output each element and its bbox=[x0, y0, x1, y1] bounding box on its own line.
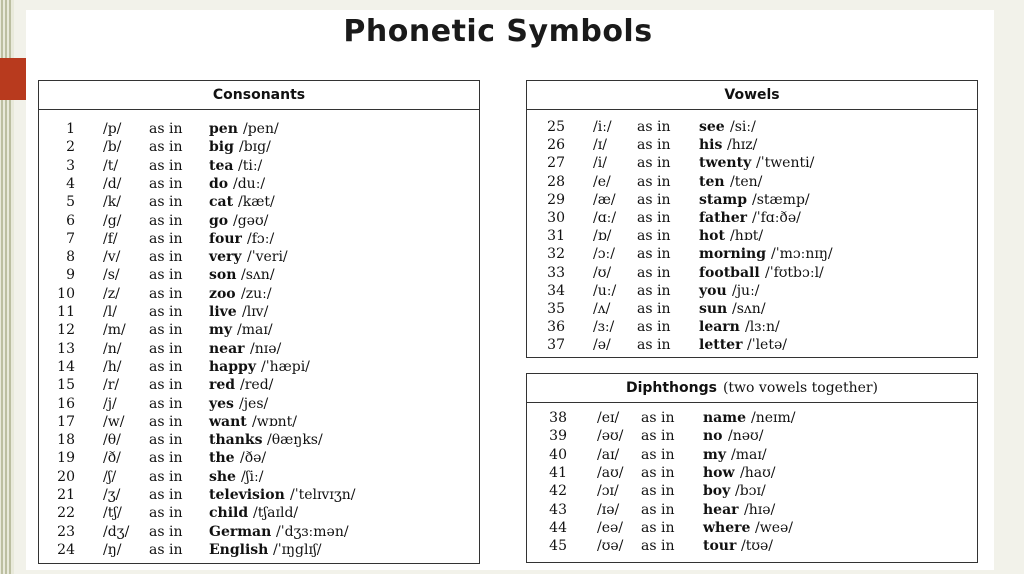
example-transcription: /weə/ bbox=[755, 519, 793, 536]
example-transcription: /juː/ bbox=[732, 282, 760, 299]
example-transcription: /tʊə/ bbox=[741, 538, 774, 555]
row-number: 5 bbox=[66, 194, 75, 211]
phoneme-row bbox=[39, 266, 479, 284]
example-transcription: /bɔɪ/ bbox=[735, 483, 766, 500]
phoneme-row bbox=[527, 282, 977, 300]
row-number: 40 bbox=[549, 446, 567, 463]
as-in-text: as in bbox=[637, 337, 671, 354]
phoneme-symbol: /ʊ/ bbox=[593, 264, 612, 281]
row-number: 16 bbox=[57, 395, 75, 412]
phoneme-row bbox=[39, 358, 479, 376]
as-in-text: as in bbox=[637, 155, 671, 172]
phoneme-row bbox=[39, 157, 479, 175]
phoneme-row bbox=[527, 482, 977, 500]
phoneme-symbol: /h/ bbox=[103, 358, 122, 375]
example-transcription: /gəʊ/ bbox=[233, 212, 269, 229]
example-transcription: /duː/ bbox=[233, 175, 266, 192]
phoneme-symbol: /əʊ/ bbox=[597, 428, 624, 445]
diphthongs-panel bbox=[526, 373, 978, 563]
phoneme-row bbox=[527, 537, 977, 555]
row-number: 11 bbox=[57, 304, 75, 320]
row-number: 27 bbox=[547, 155, 565, 172]
phoneme-symbol: /n/ bbox=[103, 340, 122, 357]
example-transcription: /ˈɪŋglɪʃ/ bbox=[273, 541, 322, 558]
phoneme-symbol: /t/ bbox=[103, 157, 119, 174]
phoneme-symbol: /r/ bbox=[103, 377, 120, 394]
phoneme-row bbox=[527, 191, 977, 209]
phoneme-row bbox=[39, 431, 479, 449]
phoneme-row bbox=[527, 336, 977, 354]
example-transcription: /ðə/ bbox=[240, 450, 267, 467]
example-word: go bbox=[209, 212, 229, 229]
example-word: television bbox=[209, 487, 285, 503]
phoneme-row bbox=[527, 209, 977, 227]
as-in-text: as in bbox=[641, 501, 675, 518]
as-in-text: as in bbox=[641, 464, 675, 481]
row-number: 24 bbox=[57, 541, 75, 558]
example-word: zoo bbox=[209, 285, 236, 302]
example-word: she bbox=[209, 468, 236, 485]
phoneme-row bbox=[39, 376, 479, 394]
example-transcription: /hɪz/ bbox=[727, 137, 758, 154]
phoneme-row bbox=[39, 321, 479, 339]
phoneme-symbol: /ŋ/ bbox=[103, 541, 122, 558]
row-number: 36 bbox=[547, 319, 565, 336]
phoneme-symbol: /ɪə/ bbox=[597, 501, 620, 518]
example-word: you bbox=[699, 282, 727, 299]
example-word: cat bbox=[209, 194, 234, 211]
phoneme-symbol: /uː/ bbox=[593, 282, 617, 299]
example-transcription: /nəʊ/ bbox=[728, 428, 764, 445]
phoneme-row bbox=[39, 449, 479, 467]
phoneme-row bbox=[39, 175, 479, 193]
phoneme-row bbox=[39, 193, 479, 211]
as-in-text: as in bbox=[149, 139, 183, 156]
row-number: 23 bbox=[57, 523, 75, 540]
example-transcription: /pen/ bbox=[243, 121, 279, 137]
example-transcription: /siː/ bbox=[730, 119, 756, 135]
example-word: sun bbox=[699, 301, 728, 317]
example-word: tea bbox=[209, 157, 234, 174]
consonants-panel bbox=[38, 80, 480, 564]
as-in-text: as in bbox=[149, 212, 183, 229]
row-number: 19 bbox=[57, 450, 75, 467]
phoneme-symbol: /aʊ/ bbox=[597, 464, 624, 481]
example-transcription: /ˈdʒɜːmən/ bbox=[276, 523, 349, 540]
row-number: 13 bbox=[57, 340, 75, 357]
phoneme-symbol: /i/ bbox=[593, 155, 607, 172]
phoneme-symbol: /ʊə/ bbox=[597, 538, 624, 555]
example-transcription: /tiː/ bbox=[238, 157, 263, 174]
as-in-text: as in bbox=[637, 137, 671, 154]
phoneme-row bbox=[39, 340, 479, 358]
row-number: 6 bbox=[66, 212, 75, 229]
as-in-text: as in bbox=[149, 157, 183, 174]
phoneme-symbol: /k/ bbox=[103, 194, 121, 211]
example-transcription: /zuː/ bbox=[241, 285, 272, 302]
row-number: 37 bbox=[547, 337, 565, 354]
phoneme-symbol: /ɪ/ bbox=[593, 137, 607, 154]
page-title: Phonetic Symbols bbox=[343, 14, 653, 49]
phoneme-row bbox=[527, 118, 977, 136]
example-word: son bbox=[209, 267, 237, 284]
row-number: 2 bbox=[66, 139, 75, 156]
phoneme-row bbox=[39, 285, 479, 303]
phoneme-row bbox=[527, 427, 977, 445]
example-word: my bbox=[209, 322, 232, 339]
as-in-text: as in bbox=[641, 410, 675, 426]
as-in-text: as in bbox=[149, 395, 183, 412]
as-in-text: as in bbox=[149, 377, 183, 394]
row-number: 30 bbox=[547, 210, 565, 226]
example-word: thanks bbox=[209, 432, 263, 449]
phoneme-symbol: /g/ bbox=[103, 212, 122, 229]
example-word: boy bbox=[703, 483, 731, 500]
phoneme-symbol: /aɪ/ bbox=[597, 446, 620, 463]
phoneme-symbol: /eə/ bbox=[597, 519, 624, 536]
example-transcription: /lɜːn/ bbox=[745, 319, 780, 336]
example-word: English bbox=[209, 541, 269, 558]
example-word: learn bbox=[699, 319, 740, 336]
as-in-text: as in bbox=[149, 523, 183, 540]
example-word: four bbox=[209, 230, 242, 247]
example-word: happy bbox=[209, 358, 256, 375]
example-word: child bbox=[209, 505, 249, 522]
row-number: 4 bbox=[66, 175, 75, 192]
as-in-text: as in bbox=[637, 191, 671, 208]
phoneme-symbol: /ʌ/ bbox=[593, 301, 611, 317]
phoneme-row bbox=[527, 300, 977, 318]
example-word: hot bbox=[699, 228, 725, 245]
phoneme-row bbox=[39, 303, 479, 321]
phoneme-symbol: /l/ bbox=[103, 304, 117, 320]
row-number: 15 bbox=[57, 377, 75, 394]
diphthongs-heading: Diphthongs (two vowels together) bbox=[527, 374, 977, 403]
vowels-panel bbox=[526, 80, 978, 358]
example-transcription: /ˈfɑːðə/ bbox=[752, 210, 801, 226]
row-number: 44 bbox=[549, 519, 567, 536]
as-in-text: as in bbox=[149, 249, 183, 266]
phoneme-symbol: /ə/ bbox=[593, 337, 611, 354]
example-word: letter bbox=[699, 337, 743, 354]
phoneme-row bbox=[39, 504, 479, 522]
as-in-text: as in bbox=[149, 358, 183, 375]
as-in-text: as in bbox=[149, 322, 183, 339]
row-number: 21 bbox=[57, 487, 75, 503]
as-in-text: as in bbox=[149, 450, 183, 467]
example-transcription: /jes/ bbox=[239, 395, 269, 412]
row-number: 1 bbox=[66, 121, 75, 137]
row-number: 45 bbox=[549, 538, 567, 555]
example-word: how bbox=[703, 464, 735, 481]
as-in-text: as in bbox=[149, 230, 183, 247]
row-number: 29 bbox=[547, 191, 565, 208]
row-number: 26 bbox=[547, 137, 565, 154]
phoneme-row bbox=[527, 264, 977, 282]
phoneme-symbol: /ʒ/ bbox=[103, 487, 121, 503]
example-word: yes bbox=[209, 395, 234, 412]
example-word: my bbox=[703, 446, 726, 463]
example-word: ten bbox=[699, 173, 725, 190]
phoneme-symbol: /b/ bbox=[103, 139, 122, 156]
phoneme-symbol: /ɔː/ bbox=[593, 246, 615, 263]
phoneme-symbol: /d/ bbox=[103, 175, 122, 192]
as-in-text: as in bbox=[149, 175, 183, 192]
row-number: 41 bbox=[549, 464, 567, 481]
phoneme-symbol: /ð/ bbox=[103, 450, 121, 467]
as-in-text: as in bbox=[149, 304, 183, 320]
example-transcription: /tʃaɪld/ bbox=[253, 505, 299, 522]
example-word: do bbox=[209, 175, 229, 192]
phoneme-row bbox=[527, 245, 977, 263]
as-in-text: as in bbox=[149, 413, 183, 430]
vowels-heading: Vowels bbox=[527, 81, 977, 110]
row-number: 3 bbox=[66, 157, 75, 174]
as-in-text: as in bbox=[637, 264, 671, 281]
phoneme-row bbox=[527, 519, 977, 537]
row-number: 9 bbox=[66, 267, 75, 284]
example-transcription: /ˈmɔːnɪŋ/ bbox=[771, 246, 833, 263]
example-word: German bbox=[209, 523, 272, 540]
as-in-text: as in bbox=[149, 468, 183, 485]
example-word: very bbox=[209, 249, 242, 266]
example-transcription: /ten/ bbox=[730, 173, 763, 190]
phoneme-symbol: /dʒ/ bbox=[103, 523, 130, 540]
example-transcription: /ˈletə/ bbox=[747, 337, 787, 354]
phoneme-symbol: /tʃ/ bbox=[103, 505, 122, 522]
as-in-text: as in bbox=[637, 119, 671, 135]
phoneme-symbol: /ɜː/ bbox=[593, 319, 615, 336]
example-transcription: /sʌn/ bbox=[241, 267, 275, 284]
phoneme-symbol: /p/ bbox=[103, 121, 122, 137]
phoneme-row bbox=[527, 136, 977, 154]
phoneme-symbol: /æ/ bbox=[593, 191, 616, 208]
example-word: morning bbox=[699, 246, 766, 263]
phoneme-row bbox=[527, 318, 977, 336]
row-number: 34 bbox=[547, 282, 565, 299]
row-number: 35 bbox=[547, 301, 565, 317]
phoneme-row bbox=[527, 446, 977, 464]
example-transcription: /kæt/ bbox=[238, 194, 275, 211]
phoneme-row bbox=[527, 464, 977, 482]
example-word: hear bbox=[703, 501, 739, 518]
phoneme-row bbox=[39, 395, 479, 413]
row-number: 31 bbox=[547, 228, 565, 245]
phoneme-symbol: /eɪ/ bbox=[597, 410, 620, 426]
phoneme-row bbox=[527, 409, 977, 427]
as-in-text: as in bbox=[149, 267, 183, 284]
example-transcription: /nɪə/ bbox=[250, 340, 282, 357]
as-in-text: as in bbox=[149, 541, 183, 558]
example-transcription: /ˈfʊtbɔːl/ bbox=[765, 264, 824, 281]
as-in-text: as in bbox=[149, 340, 183, 357]
row-number: 10 bbox=[57, 285, 75, 302]
row-number: 38 bbox=[549, 410, 567, 426]
row-number: 18 bbox=[57, 432, 75, 449]
phoneme-symbol: /e/ bbox=[593, 173, 611, 190]
as-in-text: as in bbox=[641, 538, 675, 555]
phoneme-symbol: /θ/ bbox=[103, 432, 121, 449]
as-in-text: as in bbox=[149, 285, 183, 302]
example-transcription: /ˈtwenti/ bbox=[756, 155, 815, 172]
row-number: 20 bbox=[57, 468, 75, 485]
phoneme-row bbox=[39, 523, 479, 541]
row-number: 42 bbox=[549, 483, 567, 500]
phoneme-symbol: /ʃ/ bbox=[103, 468, 117, 485]
phoneme-symbol: /w/ bbox=[103, 413, 125, 430]
example-transcription: /fɔː/ bbox=[247, 230, 275, 247]
row-number: 12 bbox=[57, 322, 75, 339]
phoneme-symbol: /f/ bbox=[103, 230, 118, 247]
row-number: 17 bbox=[57, 413, 75, 430]
example-transcription: /ˈveri/ bbox=[247, 249, 288, 266]
phoneme-symbol: /v/ bbox=[103, 249, 121, 266]
row-number: 39 bbox=[549, 428, 567, 445]
phoneme-row bbox=[39, 230, 479, 248]
row-number: 33 bbox=[547, 264, 565, 281]
example-word: no bbox=[703, 428, 723, 445]
as-in-text: as in bbox=[637, 228, 671, 245]
example-transcription: /neɪm/ bbox=[751, 410, 796, 426]
phoneme-row bbox=[527, 501, 977, 519]
example-transcription: /lɪv/ bbox=[242, 304, 269, 320]
row-number: 32 bbox=[547, 246, 565, 263]
example-word: his bbox=[699, 137, 723, 154]
example-transcription: /maɪ/ bbox=[237, 322, 273, 339]
example-transcription: /red/ bbox=[240, 377, 274, 394]
row-number: 7 bbox=[66, 230, 75, 247]
as-in-text: as in bbox=[149, 194, 183, 211]
phoneme-row bbox=[39, 541, 479, 559]
example-transcription: /stæmp/ bbox=[752, 191, 810, 208]
example-word: tour bbox=[703, 538, 737, 555]
as-in-text: as in bbox=[641, 483, 675, 500]
example-word: the bbox=[209, 450, 235, 467]
row-number: 8 bbox=[66, 249, 75, 266]
as-in-text: as in bbox=[149, 505, 183, 522]
example-transcription: /sʌn/ bbox=[732, 301, 766, 317]
phoneme-row bbox=[39, 413, 479, 431]
example-transcription: /wɒnt/ bbox=[252, 413, 298, 430]
as-in-text: as in bbox=[149, 432, 183, 449]
as-in-text: as in bbox=[637, 210, 671, 226]
row-number: 25 bbox=[547, 119, 565, 135]
phoneme-symbol: /iː/ bbox=[593, 119, 612, 135]
example-transcription: /θæŋks/ bbox=[267, 432, 323, 449]
consonants-heading: Consonants bbox=[39, 81, 479, 110]
as-in-text: as in bbox=[637, 173, 671, 190]
example-word: live bbox=[209, 304, 237, 320]
phoneme-row bbox=[527, 173, 977, 191]
as-in-text: as in bbox=[641, 519, 675, 536]
as-in-text: as in bbox=[149, 121, 183, 137]
phoneme-row bbox=[527, 154, 977, 172]
example-transcription: /ˈhæpi/ bbox=[261, 358, 310, 375]
phoneme-symbol: /z/ bbox=[103, 285, 120, 302]
as-in-text: as in bbox=[641, 428, 675, 445]
as-in-text: as in bbox=[149, 487, 183, 503]
example-word: want bbox=[209, 413, 247, 430]
phoneme-symbol: /ɒ/ bbox=[593, 228, 612, 245]
example-transcription: /bɪg/ bbox=[239, 139, 271, 156]
row-number: 14 bbox=[57, 358, 75, 375]
example-transcription: /ˈtelɪvɪʒn/ bbox=[290, 487, 356, 503]
phoneme-row bbox=[39, 486, 479, 504]
example-word: football bbox=[699, 264, 760, 281]
phoneme-row bbox=[39, 468, 479, 486]
phoneme-symbol: /ɔɪ/ bbox=[597, 483, 619, 500]
example-transcription: /hɪə/ bbox=[744, 501, 776, 518]
example-transcription: /ʃiː/ bbox=[241, 468, 264, 485]
example-word: name bbox=[703, 410, 746, 426]
as-in-text: as in bbox=[637, 246, 671, 263]
accent-block bbox=[0, 58, 28, 100]
as-in-text: as in bbox=[637, 282, 671, 299]
example-transcription: /maɪ/ bbox=[731, 446, 767, 463]
example-word: see bbox=[699, 119, 725, 135]
example-transcription: /haʊ/ bbox=[740, 464, 776, 481]
row-number: 43 bbox=[549, 501, 567, 518]
phoneme-row bbox=[527, 227, 977, 245]
phoneme-symbol: /ɑː/ bbox=[593, 210, 617, 226]
phoneme-row bbox=[39, 248, 479, 266]
example-word: where bbox=[703, 519, 751, 536]
phoneme-row bbox=[39, 138, 479, 156]
phoneme-row bbox=[39, 120, 479, 138]
example-word: near bbox=[209, 340, 245, 357]
example-word: stamp bbox=[699, 191, 748, 208]
as-in-text: as in bbox=[637, 319, 671, 336]
row-number: 22 bbox=[57, 505, 75, 522]
as-in-text: as in bbox=[641, 446, 675, 463]
phoneme-symbol: /m/ bbox=[103, 322, 126, 339]
example-transcription: /hɒt/ bbox=[730, 228, 764, 245]
as-in-text: as in bbox=[637, 301, 671, 317]
example-word: big bbox=[209, 139, 234, 156]
phoneme-row bbox=[39, 212, 479, 230]
row-number: 28 bbox=[547, 173, 565, 190]
example-word: father bbox=[699, 210, 748, 226]
example-word: red bbox=[209, 377, 236, 394]
phoneme-symbol: /j/ bbox=[103, 395, 117, 412]
example-word: pen bbox=[209, 121, 238, 137]
example-word: twenty bbox=[699, 155, 752, 172]
phoneme-symbol: /s/ bbox=[103, 267, 120, 284]
